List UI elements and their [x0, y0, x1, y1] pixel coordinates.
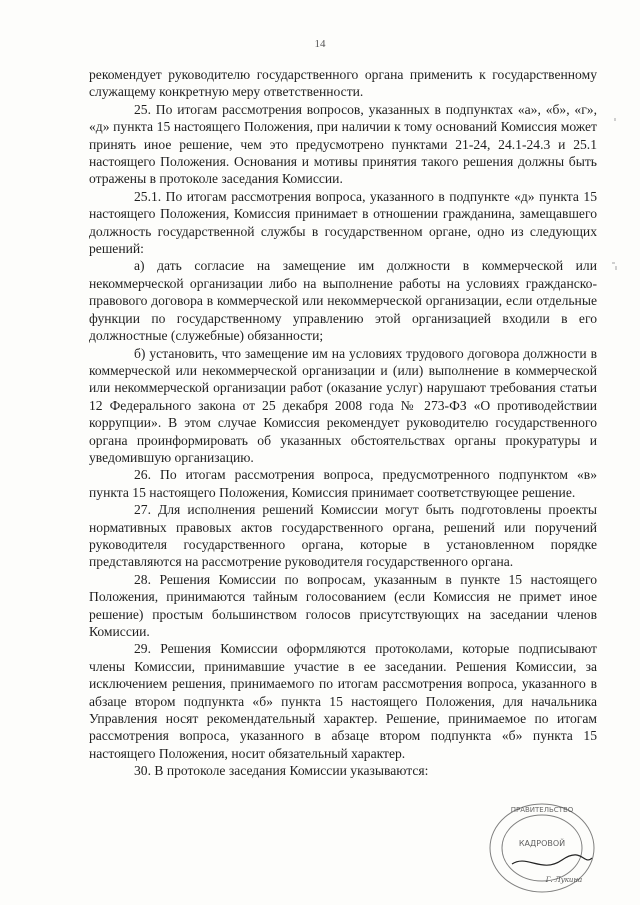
paragraph-25: 25. По итогам рассмотрения вопросов, указанных в подпунктах «а», «б», «г», «д» пункта 15 настоящего Положения, при наличии к тому оснований Комиссия может принять иное решение, чем это предусмотрено пунктами 21-24, 24.1-24.3 и 25.1 настоящего Положения. Основания и мотивы принятия такого решения должны быть отражены в протоколе заседания Комиссии.	[89, 101, 597, 187]
official-stamp	[472, 796, 604, 896]
stamp-text: КАДРОВОЙ	[518, 839, 566, 848]
signature-stroke	[512, 855, 592, 865]
paragraph-26: 26. По итогам рассмотрения вопроса, предусмотренного подпунктом «в» пункта 15 настоящего Положения, Комиссия принимает соответствующее решение.	[89, 467, 597, 500]
paragraph-27: 27. Для исполнения решений Комиссии могут быть подготовлены проекты нормативных правовых актов государственного органа, решений или поручений руководителя государственного органа, которые в установленном порядке представляются на рассмотрение руководителя государственного органа.	[89, 502, 597, 570]
scan-speck	[614, 118, 616, 121]
paragraph-28: 28. Решения Комиссии по вопросам, указанным в пункте 15 настоящего Положения, принимаются тайным голосованием (если Комиссия не примет иное решение) простым большинством голосов присутствующих на заседании членов Комиссии.	[89, 571, 597, 639]
paragraph-25-1-a: а) дать согласие на замещение им должности в коммерческой или некоммерческой организации либо на выполнение работы на условиях гражданско-правового договора в коммерческой или некоммерческой организации, если отдельные функции по государственному управлению этой организацией входили в его должностные (служебные) обязанности;	[89, 258, 597, 344]
stamp-signature-text: Г. Лукина	[545, 876, 583, 884]
paragraph-29: 29. Решения Комиссии оформляются протоколами, которые подписывают члены Комиссии, принимавшие участие в ее заседании. Решения Комиссии, за исключением решения, принимаемого по итогам рассмотрения вопроса, указанного в абзаце втором подпункта «б» пункта 15 настоящего Положения, для начальника Управления носят рекомендательный характер. Решение, принимаемое по итогам рассмотрения вопроса, указанного в абзаце втором подпункта «б» пункта 15 настоящего Положения, носит обязательный характер.	[89, 641, 597, 761]
scan-speck	[612, 262, 615, 264]
stamp-text: ПРАВИТЕЛЬСТВО	[510, 806, 574, 814]
paragraph-25-1: 25.1. По итогам рассмотрения вопроса, указанного в подпункте «д» пункта 15 настоящего Положения, Комиссия принимает в отношении гражданина, замещавшего должность государственной службы в государственном органе, одно из следующих решений:	[89, 188, 597, 257]
paragraph-continuation: рекомендует руководителю государственного органа применить к государственному служащему конкретную меру ответственности.	[89, 67, 597, 100]
document-body	[89, 66, 597, 780]
scan-speck	[615, 266, 617, 270]
paragraph-25-1-b: б) установить, что замещение им на условиях трудового договора должности в коммерческой или некоммерческой организации и (или) выполнение в коммерческой или некоммерческой организации работ (оказание услуг) нарушают требования статьи 12 Федерального закона от 25 декабря 2008 года № 273-ФЗ «О противодействии коррупции». В этом случае Комиссия рекомендует руководителю государственного органа проинформировать об указанных обстоятельствах органы прокуратуры и уведомившую организацию.	[89, 345, 597, 465]
paragraph-30: 30. В протоколе заседания Комиссии указываются:	[134, 763, 429, 779]
page-number: 14	[314, 38, 326, 50]
